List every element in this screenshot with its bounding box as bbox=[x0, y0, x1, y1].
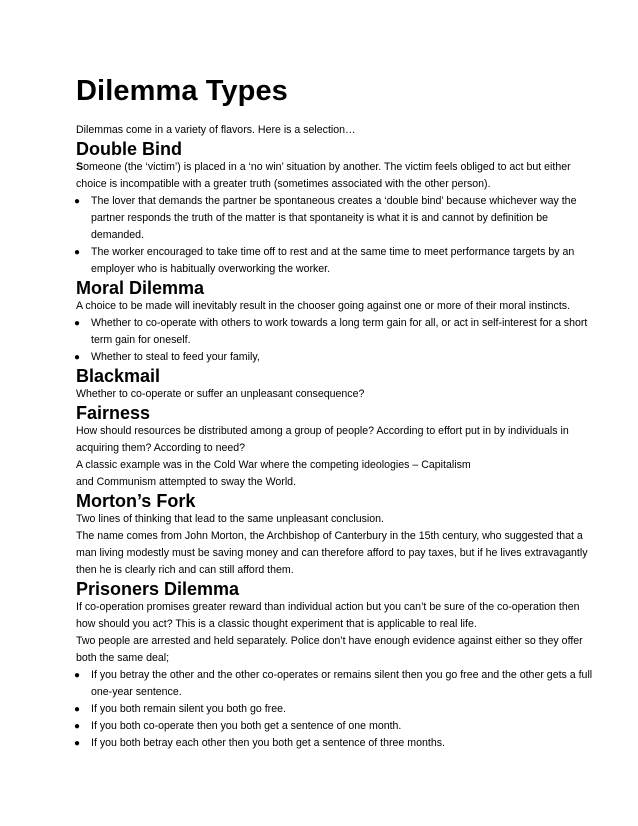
bullet-icon: ● bbox=[74, 352, 81, 363]
double-bind-body: omeone (the ‘victim’) is placed in a ‘no win’ situation by another. The victim feels obliged to act but either choice is incompatible with a greater truth (sometimes associated with the other person). bbox=[76, 161, 571, 190]
double-bind-list bbox=[76, 193, 598, 278]
moral-dilemma-list bbox=[76, 315, 598, 366]
moral-dilemma-text: A choice to be made will inevitably result in the chooser going against one or more of their moral instincts. bbox=[76, 300, 571, 312]
fairness-text-2b: and Communism attempted to sway the World. bbox=[76, 476, 297, 488]
heading-blackmail: Blackmail bbox=[76, 366, 161, 386]
bullet-icon: ● bbox=[74, 738, 81, 749]
bullet-icon: ● bbox=[74, 318, 81, 329]
page-title: Dilemma Types bbox=[76, 75, 288, 107]
list-item: ● If you betray the other and the other co-operates or remains silent then you go free and the other gets a full one-year sentence. bbox=[74, 669, 593, 698]
list-item: ● Whether to co-operate with others to work towards a long term gain for all, or act in self-interest for a short term gain for oneself. bbox=[74, 317, 588, 346]
list-item: ● If you both betray each other then you both get a sentence of three months. bbox=[76, 735, 598, 752]
list-item: ● If you both co-operate then you both get a sentence of one month. bbox=[76, 718, 598, 735]
prisoners-dilemma-text-2: Two people are arrested and held separately. Police don’t have enough evidence against either so they offer both the same deal; bbox=[76, 635, 583, 664]
heading-moral-dilemma: Moral Dilemma bbox=[76, 278, 205, 298]
bullet-icon: ● bbox=[74, 670, 81, 681]
prisoners-dilemma-list bbox=[76, 667, 598, 752]
blackmail-text: Whether to co-operate or suffer an unpleasant consequence? bbox=[76, 388, 365, 400]
heading-mortons-fork: Morton’s Fork bbox=[76, 491, 196, 511]
mortons-fork-text-2: The name comes from John Morton, the Archbishop of Canterbury in the 15th century, who suggested that a man living modestly must be saving money and can therefore afford to pay taxes, but if he lives extravagantly then he is clearly rich and can still afford them. bbox=[76, 530, 588, 576]
list-item: ● The lover that demands the partner be spontaneous creates a ‘double bind’ because whichever way the partner responds the truth of the matter is that spontaneity is what it is and cannot by definition be demanded. bbox=[74, 195, 577, 241]
heading-double-bind: Double Bind bbox=[76, 139, 182, 159]
prisoners-dilemma-text-1: If co-operation promises greater reward than individual action but you can’t be sure of the co-operation then how should you act? This is a classic thought experiment that is applicable to real life. bbox=[76, 601, 580, 630]
fairness-text-2a: A classic example was in the Cold War where the competing ideologies – Capitalism bbox=[76, 459, 471, 471]
heading-fairness: Fairness bbox=[76, 403, 151, 423]
intro-text: Dilemmas come in a variety of flavors. Here is a selection… bbox=[76, 124, 356, 136]
list-item: ● If you both remain silent you both go free. bbox=[76, 701, 598, 718]
bullet-icon: ● bbox=[74, 247, 81, 258]
bullet-icon: ● bbox=[74, 196, 81, 207]
fairness-text-1: How should resources be distributed among a group of people? According to effort put in by individuals in acquiring them? According to need? bbox=[76, 425, 569, 454]
list-item: ● Whether to steal to feed your family, bbox=[76, 349, 598, 366]
mortons-fork-text-1: Two lines of thinking that lead to the same unpleasant conclusion. bbox=[76, 513, 384, 525]
double-bind-dropcap: S bbox=[76, 161, 84, 173]
double-bind-text bbox=[76, 159, 598, 193]
list-item: ● The worker encouraged to take time off to rest and at the same time to meet performance targets by an employer who is habitually overworking the worker. bbox=[74, 246, 575, 275]
heading-prisoners-dilemma: Prisoners Dilemma bbox=[76, 579, 240, 599]
bullet-icon: ● bbox=[74, 721, 81, 732]
bullet-icon: ● bbox=[74, 704, 81, 715]
